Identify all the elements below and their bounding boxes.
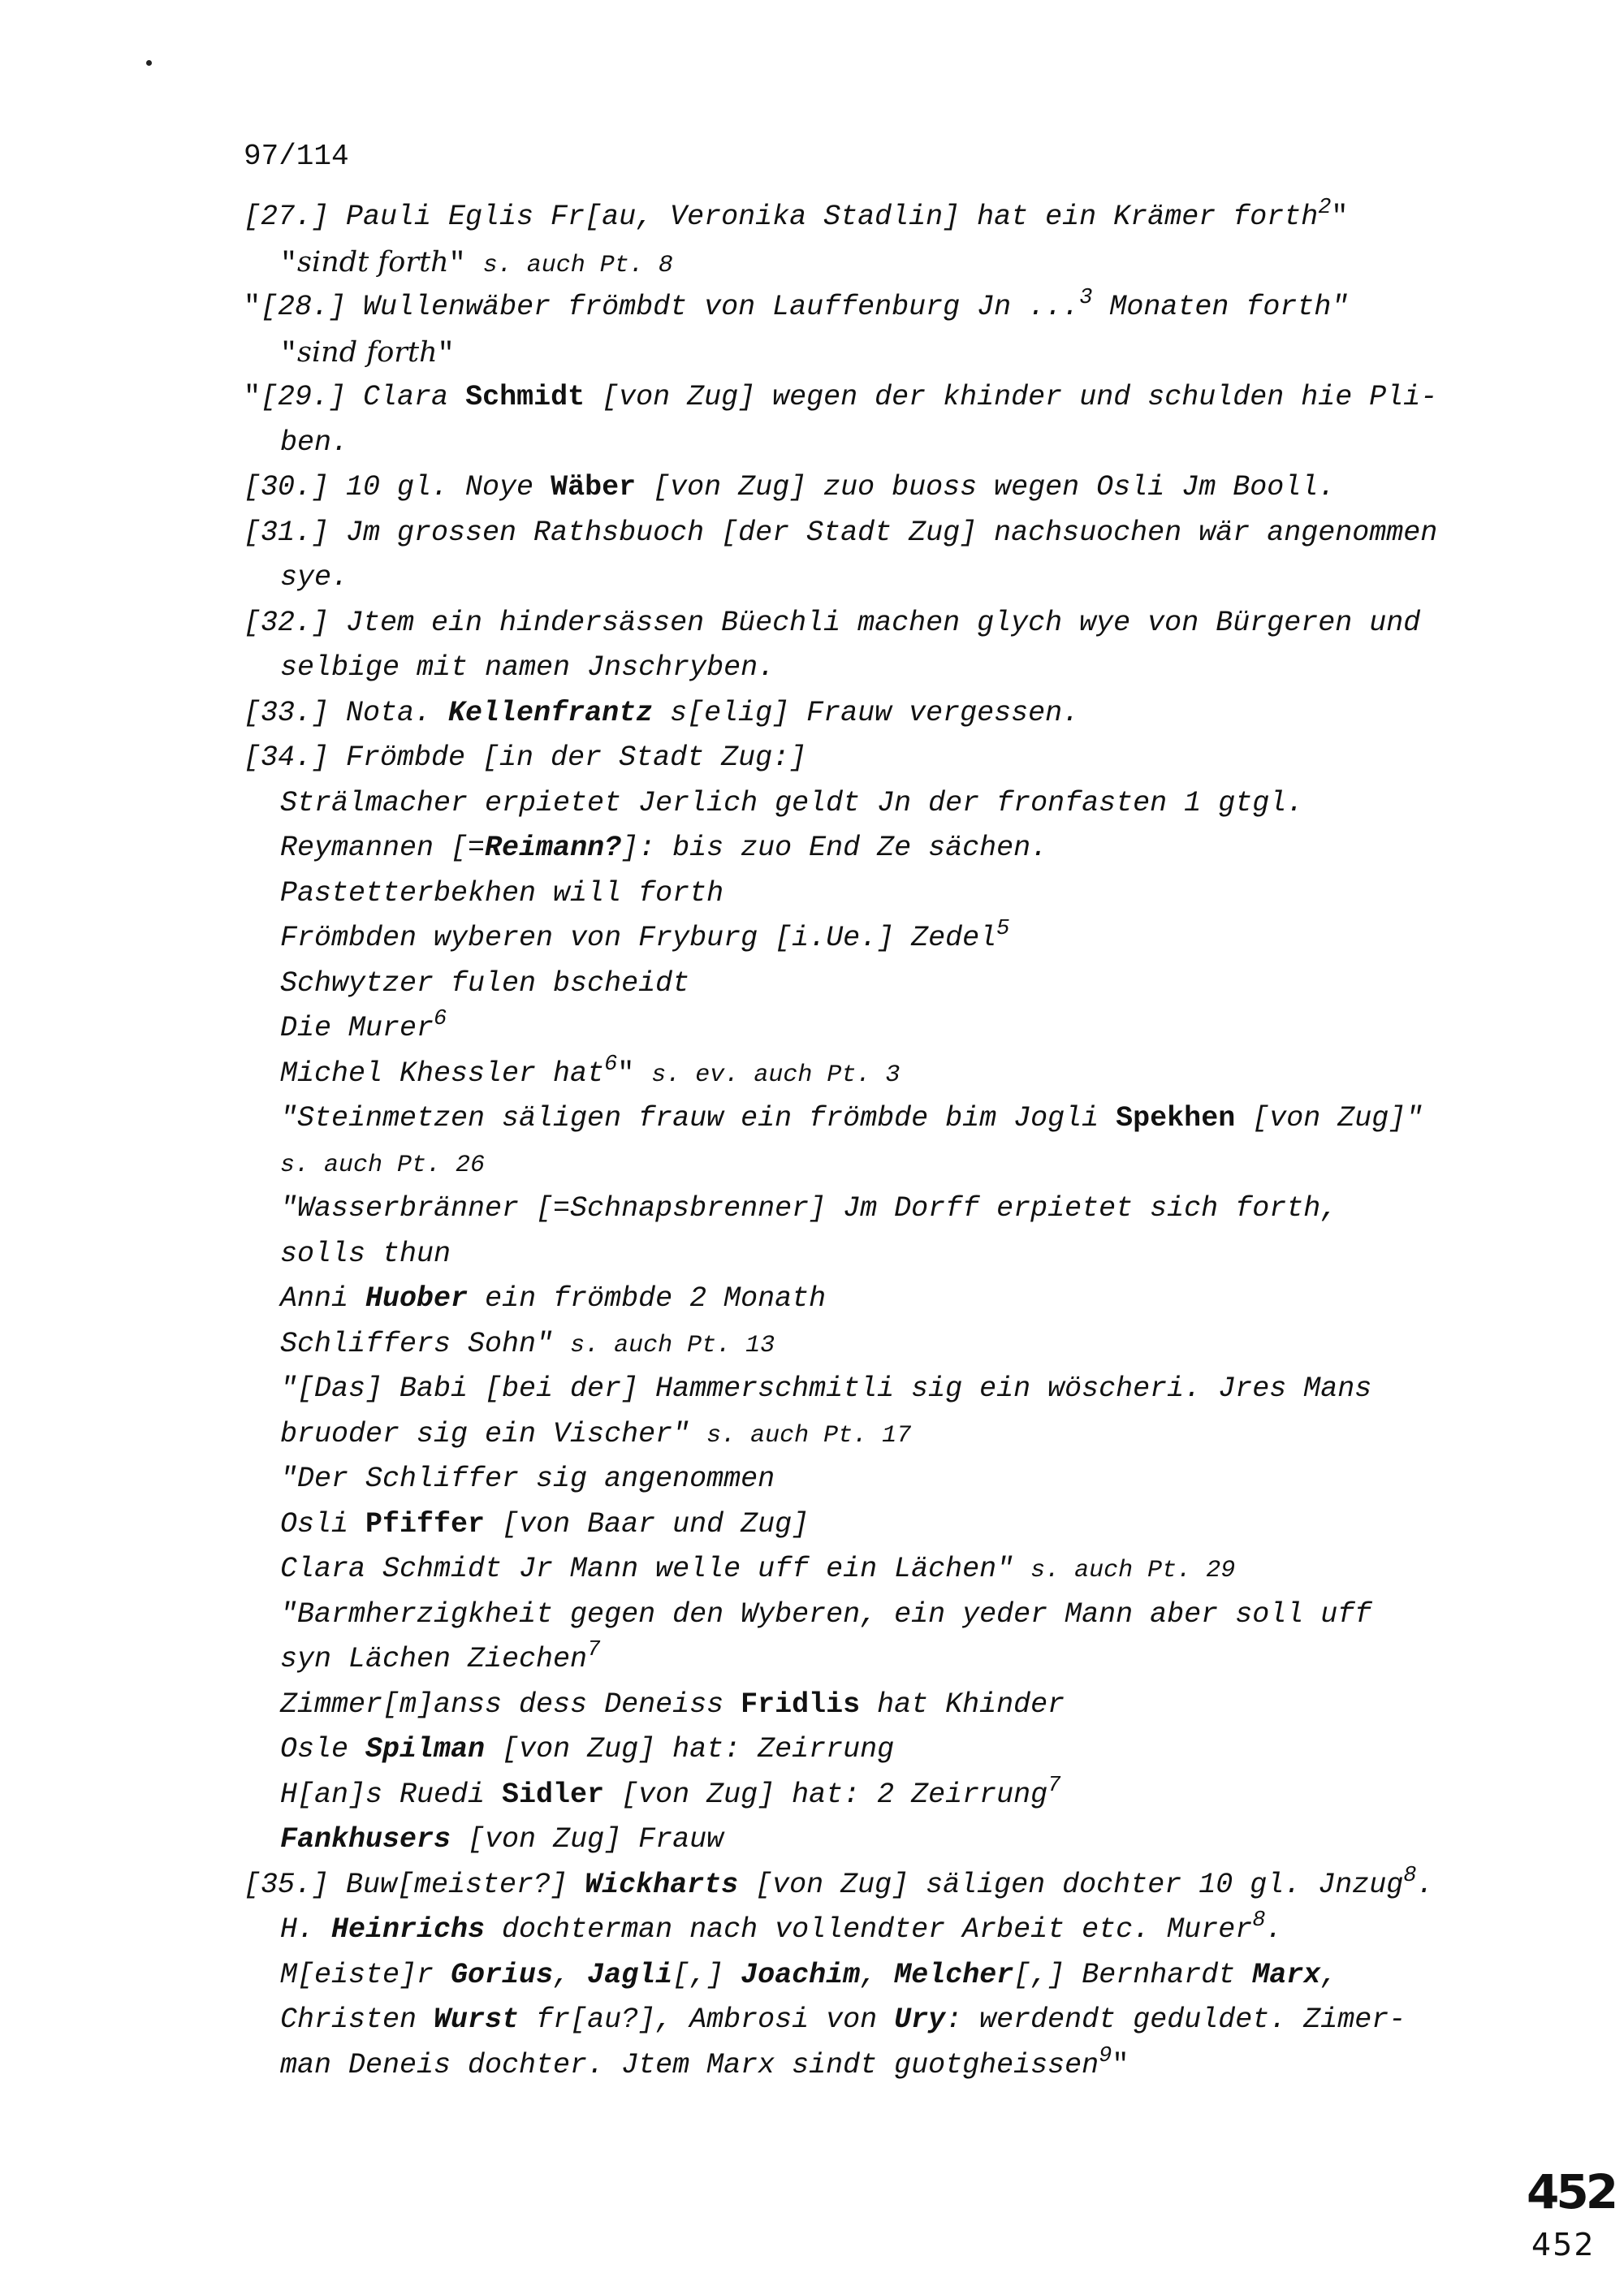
bold-name: Sidler — [502, 1778, 605, 1811]
text-line — [244, 1277, 1494, 1322]
bold-name: Schmidt — [465, 381, 585, 413]
text-line — [244, 1502, 1494, 1548]
line-text: Die Murer — [280, 1012, 434, 1044]
cross-reference: s. auch Pt. 8 — [482, 251, 673, 279]
text-line — [244, 1817, 1494, 1863]
line-text: [,] Bernhardt — [1013, 1958, 1253, 1991]
bold-name: Heinrichs — [331, 1913, 486, 1946]
bold-name: Spekhen — [1116, 1102, 1236, 1135]
bold-name: Joachim — [741, 1958, 861, 1991]
bold-name: Spilman — [365, 1733, 486, 1766]
line-text: : werdendt geduldet. Zimer- — [945, 2003, 1406, 2036]
line-text: , — [553, 1958, 588, 1991]
bold-name: Melcher — [894, 1958, 1014, 1991]
text-line — [244, 285, 1494, 331]
line-text: [von Zug] wegen der khinder und schulden hie Pli- — [585, 381, 1438, 413]
line-text: . — [1265, 1913, 1283, 1946]
text-line — [244, 511, 1494, 556]
scan-speck — [146, 60, 152, 66]
line-text: " — [617, 1057, 652, 1090]
text-line — [244, 1908, 1494, 1953]
line-text: Frömbden wyberen von Fryburg [i.Ue.] Zedel — [280, 922, 997, 954]
line-text: M[eiste]r — [280, 1958, 451, 1991]
line-text: , — [860, 1958, 895, 1991]
line-text: ben. — [280, 426, 349, 459]
footnote-marker: 9 — [1099, 2043, 1112, 2068]
line-text: [von Zug] säligen dochter 10 gl. Jnzug — [738, 1868, 1404, 1901]
text-line — [244, 1547, 1494, 1593]
line-text: "Steinmetzen säligen frauw ein frömbde bim Jogli — [280, 1102, 1116, 1135]
line-text: "Wasserbränner [=Schnapsbrenner] Jm Dorff erpietet sich forth, — [280, 1192, 1338, 1225]
text-line — [244, 1322, 1494, 1368]
line-text: [,] — [672, 1958, 741, 1991]
text-line — [244, 736, 1494, 781]
text-line — [244, 781, 1494, 827]
text-line — [244, 1863, 1494, 1908]
line-text: " — [1112, 2048, 1129, 2081]
handwritten-folio-number: 452 — [1531, 2227, 1596, 2263]
text-line — [244, 1457, 1494, 1502]
line-text: man Deneis dochter. Jtem Marx sindt guotgheissen — [280, 2048, 1099, 2081]
handwritten-page-number: 452 — [1527, 2164, 1616, 2219]
footnote-marker: 5 — [996, 917, 1010, 941]
cross-reference: s. auch Pt. 17 — [706, 1421, 912, 1450]
line-text: "[Das] Babi [bei der] Hammerschmitli sig ein wöscheri. Jres Mans — [280, 1372, 1372, 1405]
line-text: [33.] Nota. — [244, 696, 449, 729]
text-line — [244, 646, 1494, 691]
line-text: Pastetterbekhen will forth — [280, 876, 724, 910]
line-text: [31.] Jm grossen Rathsbuoch [der Stadt Zug] nachsuochen wär angenommen — [244, 516, 1438, 549]
line-text: [von Zug] zuo buoss wegen Osli Jm Booll. — [636, 471, 1336, 504]
handwritten-note: sindt forth — [297, 245, 449, 279]
line-text: ein frömbde 2 Monath — [468, 1282, 827, 1315]
document-body — [244, 195, 1494, 2088]
line-text: Anni — [280, 1282, 366, 1315]
bold-name: Reimann? — [485, 832, 622, 864]
line-text: [von Baar und Zug] — [485, 1507, 810, 1541]
text-line — [244, 1052, 1494, 1097]
line-text: , — [1320, 1958, 1338, 1991]
line-text: H. — [280, 1913, 332, 1946]
text-line — [244, 331, 1494, 376]
text-line — [244, 421, 1494, 466]
bold-name: Pfiffer — [365, 1507, 486, 1541]
line-text: Osli — [280, 1507, 366, 1541]
line-text: [von Zug]" — [1235, 1102, 1423, 1135]
handwritten-note: sind forth — [297, 335, 438, 369]
text-line — [244, 916, 1494, 962]
line-text: solls thun — [280, 1237, 451, 1270]
line-text: "Der Schliffer sig angenommen — [280, 1463, 775, 1495]
cross-reference: s. auch Pt. 29 — [1030, 1557, 1236, 1584]
line-text: " — [1331, 201, 1349, 233]
text-line — [244, 1006, 1494, 1052]
line-text: sye. — [280, 561, 349, 594]
line-text: Zimmer[m]anss dess Deneiss — [280, 1688, 741, 1721]
page-number: 97/114 — [244, 140, 349, 173]
bold-name: Jagli — [587, 1958, 673, 1991]
line-text: [35.] Buw[meister?] — [244, 1868, 585, 1901]
line-text: Michel Khessler hat — [280, 1057, 605, 1090]
cross-reference: s. auch Pt. 26 — [280, 1151, 486, 1179]
footnote-marker: 2 — [1318, 196, 1332, 220]
line-text: [28.] Wullenwäber frömbdt von Lauffenburg Jn ... — [261, 291, 1080, 323]
text-line — [244, 871, 1494, 917]
bold-name: Fankhusers — [280, 1823, 451, 1856]
footnote-marker: 7 — [1047, 1773, 1061, 1798]
bold-name: Wurst — [434, 2003, 520, 2036]
footnote-marker: 6 — [434, 1007, 447, 1031]
text-line — [244, 1773, 1494, 1818]
line-text: syn Lächen Ziechen — [280, 1643, 588, 1675]
text-line — [244, 1727, 1494, 1773]
line-text: selbige mit namen Jnschryben. — [280, 651, 775, 684]
text-line — [244, 1412, 1494, 1458]
line-text: dochterman nach vollendter Arbeit etc. Murer — [485, 1913, 1253, 1946]
line-text: [30.] 10 gl. Noye — [244, 471, 551, 504]
bold-name: Gorius — [451, 1958, 554, 1991]
line-text: hat Khinder — [860, 1688, 1065, 1721]
line-text: Clara Schmidt Jr Mann welle uff ein Lächen" — [280, 1553, 1031, 1585]
text-line — [244, 2043, 1494, 2089]
line-text: Strälmacher erpietet Jerlich geldt Jn der fronfasten 1 gtgl. — [280, 786, 1304, 819]
text-line — [244, 1637, 1494, 1683]
text-line — [244, 601, 1494, 646]
text-line — [244, 375, 1494, 421]
bold-name: Fridlis — [741, 1688, 861, 1721]
line-text: Christen — [280, 2003, 434, 2036]
footnote-marker: 7 — [587, 1638, 601, 1662]
line-text: H[an]s Ruedi — [280, 1778, 503, 1811]
line-text: fr[au?], Ambrosi von — [519, 2003, 895, 2036]
footnote-marker: 8 — [1403, 1863, 1417, 1888]
text-line — [244, 826, 1494, 871]
line-text: Reymannen [= — [280, 832, 486, 864]
line-text: " — [280, 337, 298, 370]
line-text: [von Zug] hat: 2 Zeirrung — [604, 1778, 1048, 1811]
bold-name: Ury — [894, 2003, 946, 2036]
text-line — [244, 240, 1494, 286]
footnote-marker: 8 — [1252, 1908, 1266, 1933]
bold-name: Wickharts — [585, 1868, 739, 1901]
text-line — [244, 962, 1494, 1007]
cross-reference: s. ev. auch Pt. 3 — [651, 1061, 901, 1089]
line-text: [32.] Jtem ein hindersässen Büechli machen glych wye von Bürgeren und — [244, 606, 1421, 639]
text-line — [244, 1186, 1494, 1232]
text-line — [244, 1998, 1494, 2043]
text-line — [244, 195, 1494, 240]
line-text: " — [448, 247, 483, 280]
line-text: [von Zug] hat: Zeirrung — [485, 1733, 895, 1766]
line-text: s[elig] Frauw vergessen. — [653, 696, 1080, 729]
line-text: [von Zug] Frauw — [451, 1823, 724, 1856]
line-text: " — [244, 291, 261, 323]
line-text: . — [1416, 1868, 1434, 1901]
text-line — [244, 555, 1494, 601]
text-line — [244, 1953, 1494, 1999]
text-line — [244, 1593, 1494, 1638]
line-text: " — [244, 381, 261, 413]
line-text: " — [280, 247, 298, 280]
text-line — [244, 1367, 1494, 1412]
line-text: Schliffers Sohn" — [280, 1327, 571, 1360]
line-text: [34.] Frömbde [in der Stadt Zug:] — [244, 741, 807, 774]
bold-name: Kellenfrantz — [448, 696, 654, 729]
text-line — [244, 691, 1494, 737]
line-text: ]: bis zuo End Ze sächen. — [621, 832, 1048, 864]
cross-reference: s. auch Pt. 13 — [570, 1331, 775, 1359]
footnote-marker: 6 — [604, 1052, 618, 1077]
line-text: Osle — [280, 1733, 366, 1766]
text-line — [244, 465, 1494, 511]
text-line — [244, 1232, 1494, 1277]
bold-name: Marx — [1252, 1958, 1321, 1991]
line-text: [27.] Pauli Eglis Fr[au, Veronika Stadlin] hat ein Krämer forth — [244, 201, 1319, 233]
line-text: " — [437, 337, 455, 370]
text-line — [244, 1142, 1494, 1187]
line-text: "Barmherzigkheit gegen den Wyberen, ein yeder Mann aber soll uff — [280, 1597, 1372, 1631]
line-text: bruoder sig ein Vischer" — [280, 1417, 707, 1450]
line-text: Monaten forth" — [1092, 291, 1349, 323]
line-text: Schwytzer fulen bscheidt — [280, 966, 690, 1000]
bold-name: Huober — [365, 1282, 469, 1315]
bold-name: Wäber — [551, 471, 637, 504]
line-text: [29.] Clara — [261, 381, 466, 413]
text-line — [244, 1683, 1494, 1728]
footnote-marker: 3 — [1079, 286, 1093, 310]
text-line — [244, 1096, 1494, 1142]
